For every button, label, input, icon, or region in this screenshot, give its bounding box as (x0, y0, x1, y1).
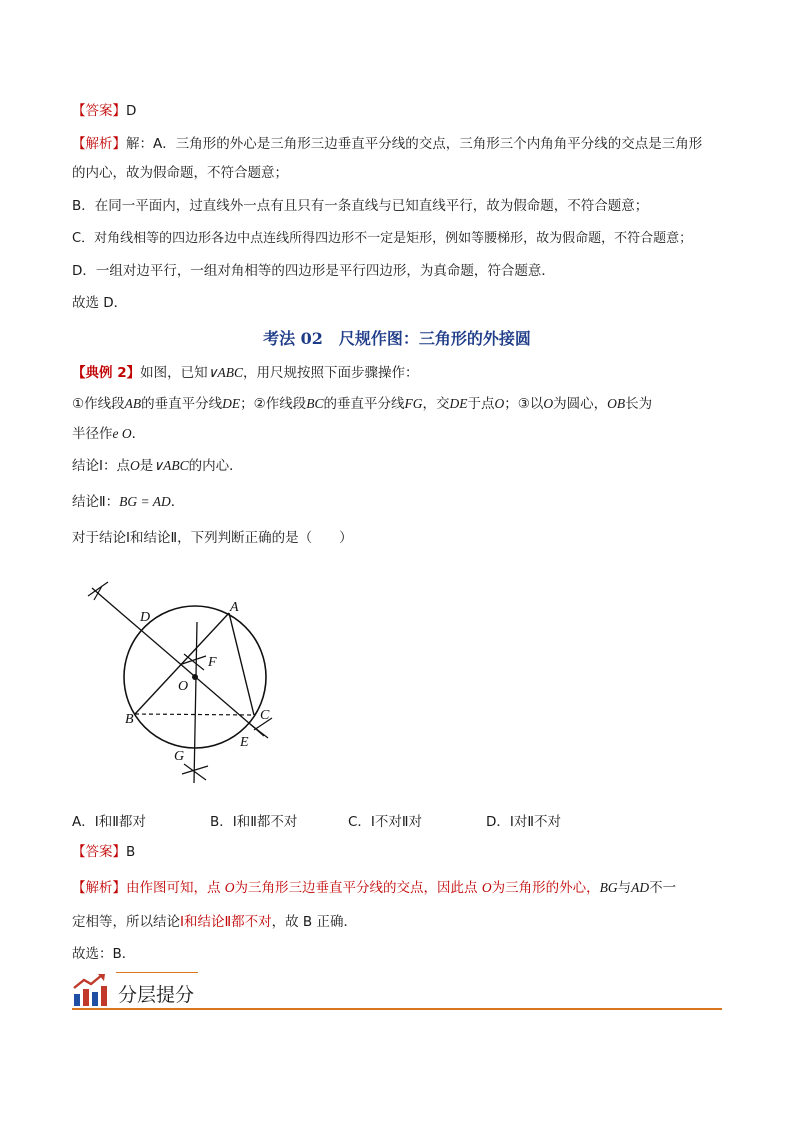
step-text: ；③以 (504, 396, 544, 412)
step-text: 长为 (625, 396, 653, 412)
label-d: D (140, 610, 151, 625)
math-var: BG (599, 880, 618, 895)
math-var: OB (607, 396, 626, 411)
analysis-line-6 (72, 293, 127, 313)
answer-line-2 (72, 842, 135, 862)
conclusion-text: ． (170, 494, 185, 510)
bisector-fg (194, 622, 197, 783)
answer-value: B (126, 844, 136, 860)
math-var: FG (404, 396, 423, 411)
step-text: ． (131, 426, 146, 442)
analysis-line-4 (72, 229, 692, 249)
conclusion-text: 结论Ⅱ： (72, 494, 120, 510)
analysis-text: 为三角形三边垂直平分线的交点，因此点 (234, 880, 482, 896)
conclusion-text: 是 (139, 458, 154, 474)
math-var: DE (449, 396, 468, 411)
step-text: ；②作线段 (240, 396, 307, 412)
option-d[interactable]: D．Ⅰ对Ⅱ不对 (486, 814, 562, 830)
arc-mark-f (182, 654, 206, 670)
analysis-text: 故选 D． (72, 295, 128, 311)
math-var: DE (222, 396, 241, 411)
example-label: 【典例 2】 (72, 365, 141, 381)
analysis-text: 与 (617, 880, 632, 896)
analysis-highlight: Ⅰ和结论Ⅱ都不对 (180, 914, 272, 930)
example-steps (72, 394, 652, 414)
step-text: 的垂直平分线 (323, 396, 405, 412)
geometry-figure (82, 578, 292, 788)
question-text: 对于结论Ⅰ和结论Ⅱ，下列判断正确的是（ ） (72, 530, 353, 546)
section-header-title: 分层提分 (118, 984, 195, 1006)
bar-chart-growth-icon (72, 972, 110, 1008)
option-c[interactable]: C．Ⅰ不对Ⅱ对 (348, 814, 423, 830)
analysis-text: 由作图可知，点 (126, 880, 225, 896)
analysis-text: ，故 B 正确． (271, 914, 357, 930)
step-text: 的垂直平分线 (141, 396, 223, 412)
example-intro (72, 363, 418, 383)
math-var: O (224, 880, 235, 895)
example-steps-cont (72, 424, 145, 444)
analysis-text: 为三角形的外心， (491, 880, 600, 896)
step-text: ①作线段 (72, 396, 125, 412)
conclusion-text: 的内心． (188, 458, 243, 474)
math-var: O (481, 880, 492, 895)
label-f: F (208, 655, 217, 670)
arc-mark-g (182, 764, 208, 780)
analysis-line-1 (72, 134, 702, 154)
math-var: O (129, 458, 140, 473)
analysis-text: D．一组对边平行，一组对角相等的四边形是平行四边形，为真命题，符合题意． (72, 263, 555, 279)
conclusion-text: 结论Ⅰ：点 (72, 458, 130, 474)
analysis-text: B．在同一平面内，过直线外一点有且只有一条直线与已知直线平行，故为假命题，不符合题意； (72, 198, 649, 214)
analysis-label: 【解析】 (72, 136, 126, 152)
label-e: E (240, 735, 249, 750)
label-g: G (174, 749, 185, 764)
step-text: 于点 (467, 396, 495, 412)
analysis-line-3 (72, 196, 648, 216)
analysis2-line-2 (72, 912, 357, 932)
math-var: AB (124, 396, 142, 411)
analysis-text: C．对角线相等的四边形各边中点连线所得四边形不一定是矩形，例如等腰梯形，故为假命题，不符合题意； (72, 231, 693, 246)
example-text: 如图，已知 (140, 365, 208, 381)
answer-line-1 (72, 101, 136, 121)
side-bc-dashed (135, 714, 254, 715)
analysis2-line-1 (72, 878, 676, 898)
math-var: BC (306, 396, 324, 411)
label-o: O (178, 679, 189, 694)
header-underline (72, 1008, 722, 1010)
analysis-text: 的内心，故为假命题，不符合题意； (72, 165, 288, 181)
arc-mark-top (88, 582, 108, 600)
label-c: C (260, 708, 270, 723)
analysis-line-2 (72, 163, 288, 183)
step-text: 为圆心， (553, 396, 608, 412)
section-header (72, 970, 722, 1010)
option-a[interactable]: A．Ⅰ和Ⅱ都对 (72, 814, 146, 830)
triangle-symbol: ∨ABC (207, 365, 243, 380)
label-b: B (125, 712, 134, 727)
analysis-label: 【解析】 (72, 880, 126, 896)
analysis-line-5 (72, 261, 555, 281)
section-title: 考法 02 尺规作图：三角形的外接圆 (263, 329, 531, 348)
example-text: ，用尺规按照下面步骤操作： (242, 365, 419, 381)
step-text: 半径作 (72, 426, 113, 442)
conclusion-2 (72, 492, 184, 512)
answer-value: D (126, 103, 137, 119)
header-top-rule (116, 972, 198, 973)
side-ac (229, 613, 254, 715)
analysis2-line-3: 故选：B． (72, 946, 136, 962)
triangle-symbol: ∨ABC (153, 458, 189, 473)
math-expression: BG = AD (119, 494, 171, 509)
math-var: O (494, 396, 505, 411)
math-var: AD (631, 880, 650, 895)
answer-label: 【答案】 (72, 844, 126, 860)
option-b[interactable]: B．Ⅰ和Ⅱ都不对 (210, 814, 298, 830)
center-point (192, 674, 198, 680)
analysis-text: 定相等，所以结论 (72, 914, 180, 930)
label-a: A (230, 600, 239, 615)
math-var: O (543, 396, 554, 411)
step-text: ，交 (422, 396, 450, 412)
analysis-text: 解：A．三角形的外心是三角形三边垂直平分线的交点，三角形三个内角角平分线的交点是三角形 (126, 136, 703, 152)
answer-label: 【答案】 (72, 103, 126, 119)
analysis-text: 不一 (649, 880, 677, 896)
circle-symbol: e O (112, 426, 132, 441)
conclusion-1 (72, 456, 243, 476)
